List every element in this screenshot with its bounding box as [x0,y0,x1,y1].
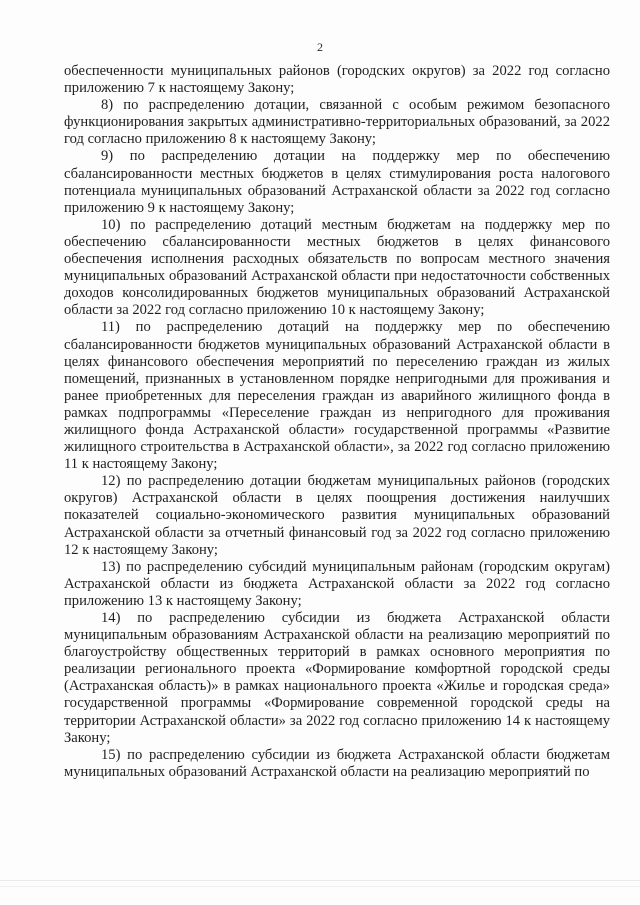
scan-artifact-line [0,880,640,881]
document-body [64,63,610,781]
paragraph-item-8: 8) по распределению дотации, связанной с особым режимом безопасного функционирования закрытых административно-территориальных образований, за 2022 год согласно приложению 8 к настоящему Закону; [64,97,610,148]
scan-artifact-line [0,886,640,887]
paragraph-item-10: 10) по распределению дотаций местным бюджетам на поддержку мер по обеспечению сбалансированности местных бюджетов в целях финансового обеспечения исполнения расходных обязательств по вопросам местного значения муниципальных образований Астраханской области при недостаточности собственных доходов консолидированных бюджетов муниципальных образований Астраханской области за 2022 год согласно приложению 10 к настоящему Закону; [64,216,610,319]
paragraph-item-11: 11) по распределению дотаций на поддержку мер по обеспечению сбалансированности бюджетов муниципальных образований Астраханской области в целях финансового обеспечения мероприятий по переселению граждан из жилых помещений, признанных в установленном порядке непригодными для проживания и ранее приобретенных для переселения граждан из аварийного жилищного фонда в рамках подпрограммы «Переселение граждан из непригодного для проживания жилищного фонда Астраханской области» государственной программы «Развитие жилищного строительства в Астраханской области», за 2022 год согласно приложению 11 к настоящему Закону; [64,319,610,473]
paragraph-item-15: 15) по распределению субсидии из бюджета Астраханской области бюджетам муниципальных образований Астраханской области на реализацию мероприятий по [64,746,610,780]
page-number: 2 [317,40,323,54]
paragraph-item-13: 13) по распределению субсидий муниципальным районам (городским округам) Астраханской области из бюджета Астраханской области за 2022 год согласно приложению 13 к настоящему Закону; [64,558,610,609]
paragraph-continuation: обеспеченности муниципальных районов (городских округов) за 2022 год согласно приложению 7 к настоящему Закону; [64,63,610,97]
paragraph-item-14: 14) по распределению субсидии из бюджета Астраханской области муниципальным образованиям Астраханской области на реализацию мероприятий по благоустройству общественных территорий в рамках основного мероприятия по реализации регионального проекта «Формирование комфортной городской среды (Астраханская область)» в рамках национального проекта «Жилье и городская среда» государственной программы «Формирование современной городской среды на территории Астраханской области» за 2022 год согласно приложению 14 к настоящему Закону; [64,610,610,746]
paragraph-item-12: 12) по распределению дотации бюджетам муниципальных районов (городских округов) Астраханской области в целях поощрения достижения наилучших показателей социально-экономического развития муниципальных образований Астраханской области за отчетный финансовый год за 2022 год согласно приложению 12 к настоящему Закону; [64,473,610,558]
paragraph-item-9: 9) по распределению дотации на поддержку мер по обеспечению сбалансированности местных бюджетов в целях стимулирования роста налогового потенциала муниципальных образований Астраханской области за 2022 год согласно приложению 9 к настоящему Закону; [64,148,610,216]
